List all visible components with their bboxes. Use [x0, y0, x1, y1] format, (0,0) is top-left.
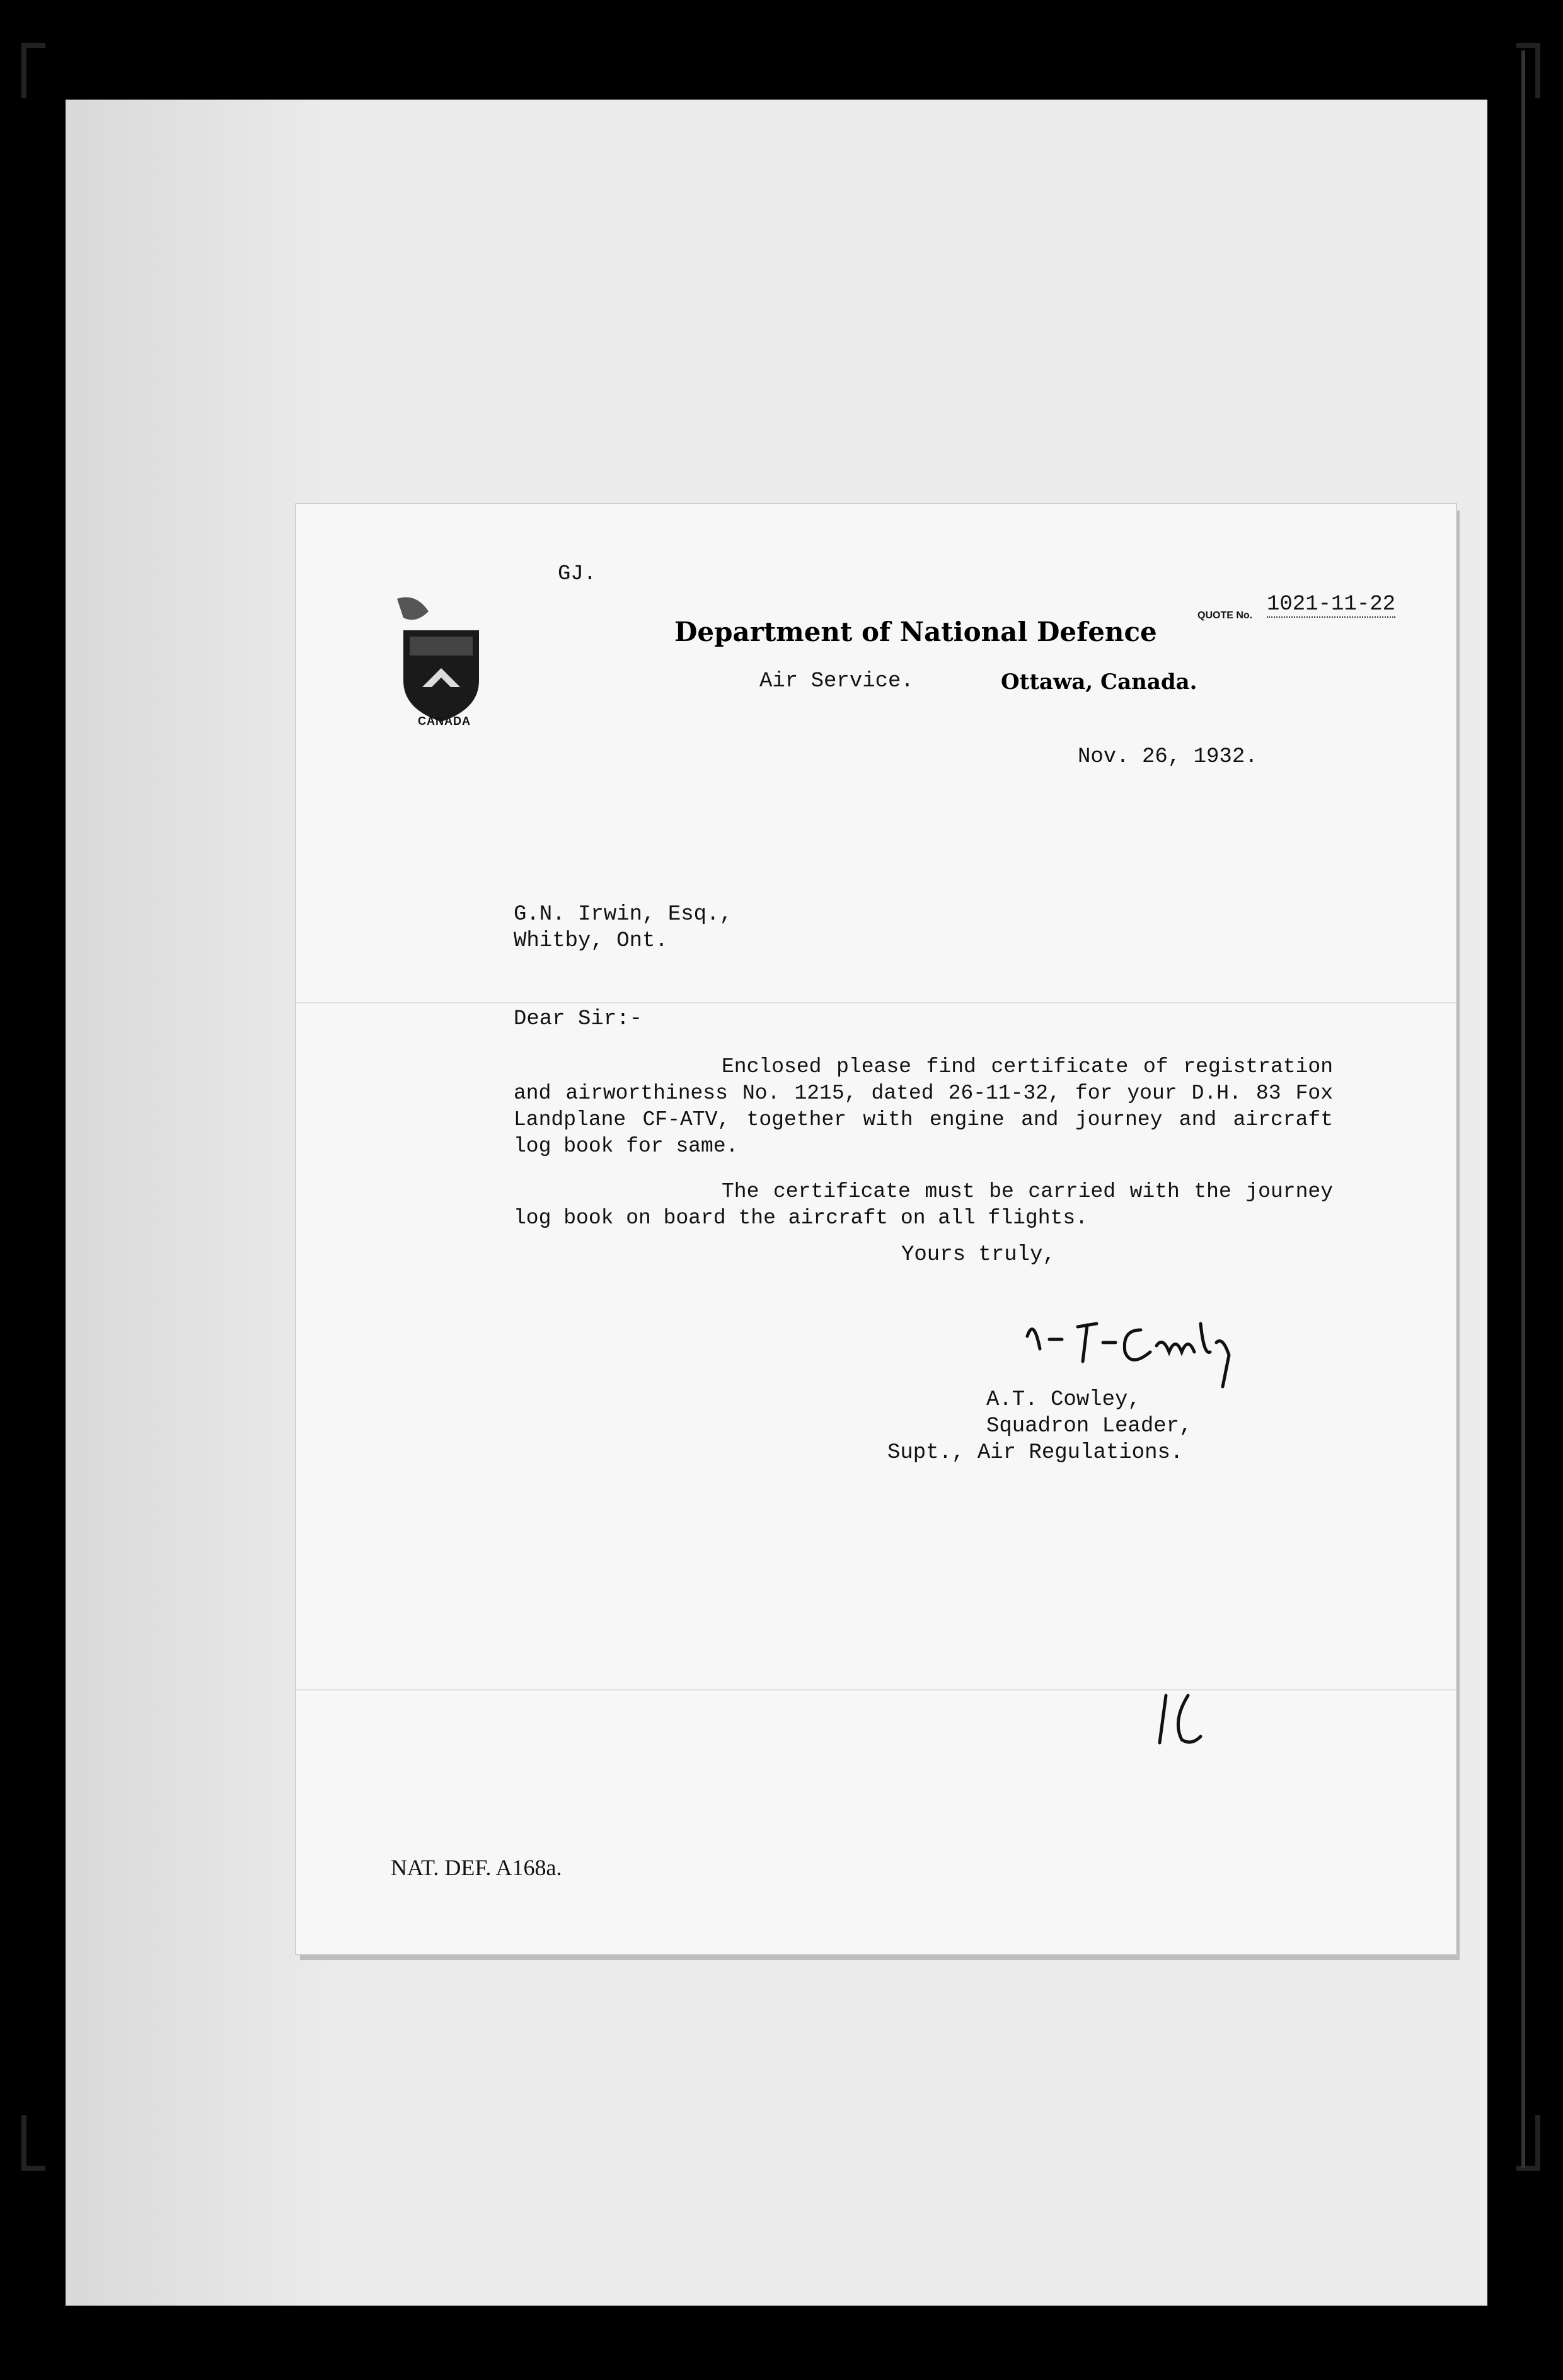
handwritten-signature — [1015, 1292, 1317, 1399]
recipient-location: Whitby, Ont. — [514, 929, 668, 953]
city-heading: Ottawa, Canada. — [1001, 669, 1197, 695]
corner-mark-top-left — [21, 43, 45, 98]
quote-number: 1021-11-22 — [1267, 592, 1396, 616]
closing: Yours truly, — [901, 1243, 1056, 1267]
quote-label: QUOTE No. — [1197, 610, 1253, 621]
service-name: Air Service. — [759, 669, 914, 693]
canada-crest-icon — [391, 592, 492, 725]
signatory-name: A.T. Cowley, — [986, 1388, 1141, 1412]
fold-line — [296, 1002, 1456, 1003]
signatory-title: Supt., Air Regulations. — [887, 1441, 1184, 1465]
handwritten-page-number — [1153, 1683, 1229, 1752]
department-heading: Department of National Defence — [674, 616, 1157, 647]
body-paragraph-1: Enclosed please find certificate of registration and airworthiness No. 1215, dated 26-11-32, for your D.H. 83 Fox Landplane CF-ATV, together with engine and journey and aircraft log book for same. — [514, 1055, 1333, 1158]
corner-mark-bottom-left — [21, 2115, 45, 2171]
fold-line — [296, 1689, 1456, 1690]
corner-mark-bottom-right — [1516, 2115, 1540, 2171]
salutation: Dear Sir:- — [514, 1007, 643, 1031]
letter-sheet — [296, 504, 1456, 1954]
body-paragraph-2: The certificate must be carried with the journey log book on board the aircraft on all flights. — [514, 1180, 1333, 1230]
recipient-name: G.N. Irwin, Esq., — [514, 903, 732, 927]
signatory-rank: Squadron Leader, — [986, 1414, 1192, 1438]
page-edge-line — [1521, 50, 1525, 2168]
form-number: NAT. DEF. A168a. — [391, 1855, 562, 1880]
crest-label: CANADA — [418, 715, 471, 727]
corner-mark-top-right — [1516, 43, 1540, 98]
typist-initials: GJ. — [558, 562, 597, 586]
letter-date: Nov. 26, 1932. — [1078, 745, 1258, 769]
